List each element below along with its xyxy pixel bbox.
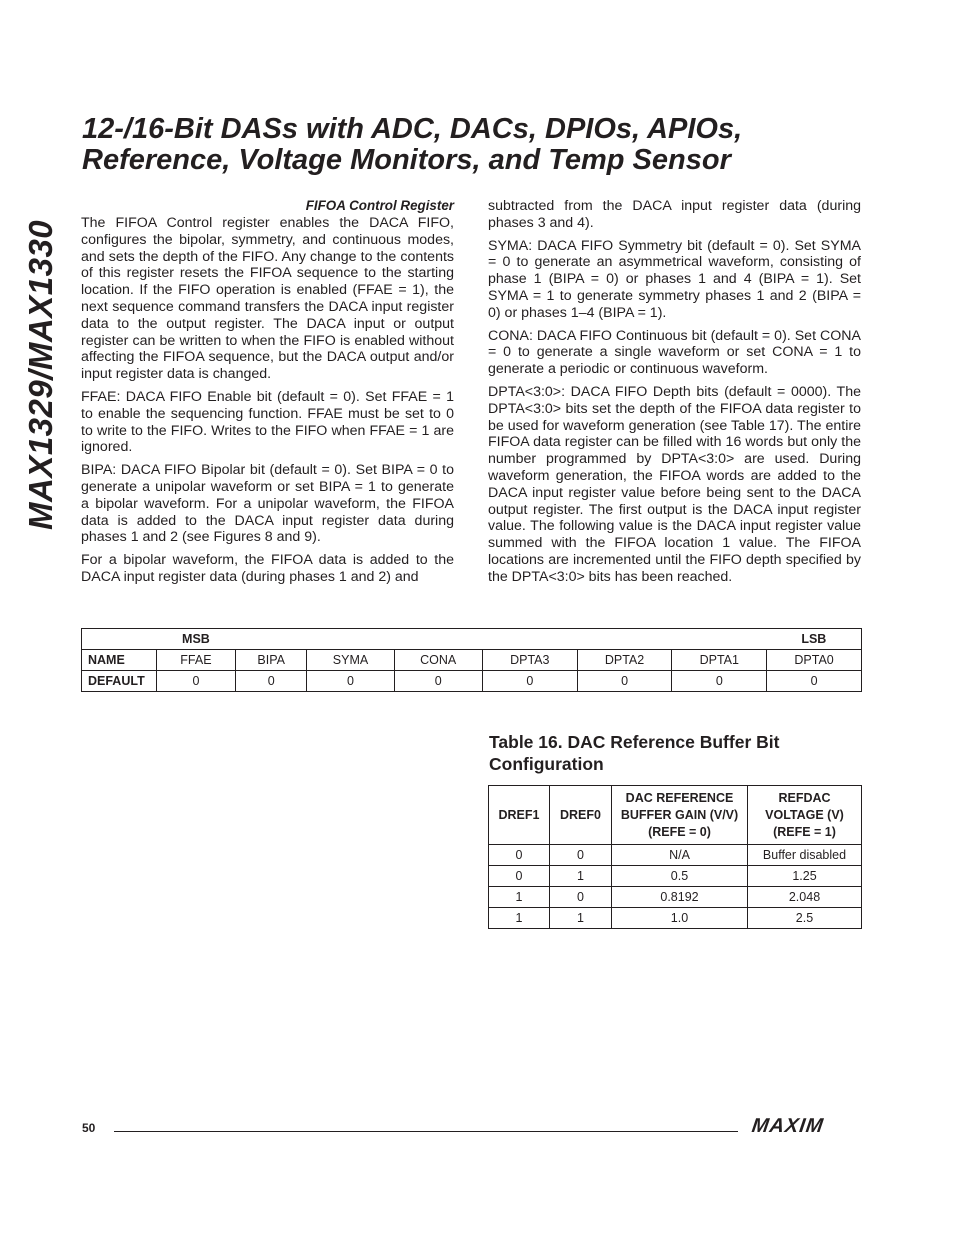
table-cell: 2.5: [748, 908, 862, 929]
bit-default: 0: [577, 671, 672, 692]
row-label: NAME: [82, 650, 157, 671]
table-cell: 0.8192: [612, 887, 748, 908]
bit-name: DPTA3: [482, 650, 577, 671]
bit-default: 0: [482, 671, 577, 692]
register-header-row: [82, 629, 862, 650]
table-row: [489, 866, 862, 887]
bit-name: DPTA0: [767, 650, 862, 671]
column-header: DREF0: [550, 786, 612, 845]
msb-label: MSB: [157, 629, 236, 650]
paragraph: BIPA: DACA FIFO Bipolar bit (default = 0). Set BIPA = 0 to generate a unipolar waveform or set BIPA = 1 to generate a bipolar waveform. For a unipolar waveform, the FIFOA data is added to the DACA input register data during phases 1 and 2 (see Figures 8 and 9).: [81, 462, 454, 546]
side-part-number: MAX1329/MAX1330: [22, 219, 59, 530]
bit-name: DPTA1: [672, 650, 767, 671]
table-row: [489, 845, 862, 866]
bit-name: SYMA: [307, 650, 394, 671]
column-header: REFDAC VOLTAGE (V) (REFE = 1): [748, 786, 862, 845]
row-label: DEFAULT: [82, 671, 157, 692]
bit-default: 0: [767, 671, 862, 692]
paragraph: SYMA: DACA FIFO Symmetry bit (default = 0). Set SYMA = 0 to generate an asymmetrical waveform, consisting of phase 1 (BIPA = 0) or phases 1 and 4 (BIPA = 1). Set SYMA = 1 to generate symmetry phases 1 and 2 (BIPA = 0) or phases 1–4 (BIPA = 1).: [488, 237, 861, 321]
title-line-1: 12-/16-Bit DASs with ADC, DACs, DPIOs, APIOs,: [82, 113, 743, 145]
column-header: DAC REFERENCE BUFFER GAIN (V/V) (REFE = 0): [612, 786, 748, 845]
title-line-2: Reference, Voltage Monitors, and Temp Sensor: [82, 144, 731, 176]
bit-name: BIPA: [235, 650, 307, 671]
table-cell: 0: [550, 887, 612, 908]
page-title: [82, 114, 882, 176]
paragraph: CONA: DACA FIFO Continuous bit (default = 0). Set CONA = 0 to generate a single waveform or set CONA = 1 to generate a periodic or continuous waveform.: [488, 327, 861, 378]
table-cell: 0: [489, 845, 550, 866]
table-cell: 1: [550, 908, 612, 929]
bit-default: 0: [672, 671, 767, 692]
bit-default: 0: [235, 671, 307, 692]
table-cell: 1: [489, 887, 550, 908]
table-cell: 1: [550, 866, 612, 887]
register-default-row: [82, 671, 862, 692]
section-heading: FIFOA Control Register: [305, 198, 454, 213]
paragraph: subtracted from the DACA input register data (during phases 3 and 4).: [488, 198, 861, 231]
table-cell: N/A: [612, 845, 748, 866]
left-column: [81, 197, 454, 592]
table-cell: 1.0: [612, 908, 748, 929]
column-header: DREF1: [489, 786, 550, 845]
paragraph: For a bipolar waveform, the FIFOA data is added to the DACA input register data (during phases 1 and 2) and: [81, 552, 454, 585]
footer-divider: [114, 1131, 738, 1132]
bit-name: CONA: [394, 650, 482, 671]
lsb-label: LSB: [767, 629, 862, 650]
table-cell: 0: [550, 845, 612, 866]
bit-default: 0: [157, 671, 236, 692]
table-cell: 0: [489, 866, 550, 887]
dac-reference-buffer-table: [488, 785, 862, 929]
table-cell: 0.5: [612, 866, 748, 887]
register-name-row: [82, 650, 862, 671]
table-header-row: [489, 786, 862, 845]
bit-default: 0: [394, 671, 482, 692]
table-cell: 1: [489, 908, 550, 929]
table-16-title: Table 16. DAC Reference Buffer Bit Configuration: [489, 732, 780, 774]
table-cell: 1.25: [748, 866, 862, 887]
maxim-logo: MAXIM: [750, 1115, 826, 1137]
table-row: [489, 908, 862, 929]
fifoa-register-table: [81, 628, 862, 692]
page-number: 50: [82, 1121, 96, 1135]
paragraph: FFAE: DACA FIFO Enable bit (default = 0). Set FFAE = 1 to enable the sequencing function. FFAE must be set to 0 to write to the FIFO. Writes to the FIFO when FFAE = 1 are ignored.: [81, 388, 454, 456]
right-column: [488, 198, 861, 592]
paragraph: The FIFOA Control register enables the DACA FIFO, configures the bipolar, symmetry, and continuous modes, and sets the depth of the FIFO. Any change to the contents of this register resets the FIFOA sequence to the starting location. If the FIFO operation is enabled (FFAE = 1), the next sequence command transfers the DACA input register data to the output register. The DACA input or output register can be written to when the FIFO is enabled without affecting the FIFOA sequence, but the DACA output and/or input register data is changed.: [81, 215, 454, 383]
paragraph: DPTA<3:0>: DACA FIFO Depth bits (default = 0000). The DPTA<3:0> bits set the depth of the FIFOA data register to be used for waveform generation (see Table 17). The entire FIFOA data register can be filled with 16 words but only the number programmed by DPTA<3:0> are used. During waveform generation, the FIFOA words are added to the DACA input register value before being sent to the DACA output register. The first output is the DACA input register value. The following value is the DACA input register value summed with the FIFOA location 1 value. The FIFOA locations are incremented until the FIFO depth specified by the DPTA<3:0> bits has been reached.: [488, 383, 861, 585]
table-cell: 2.048: [748, 887, 862, 908]
table-row: [489, 887, 862, 908]
bit-default: 0: [307, 671, 394, 692]
bit-name: FFAE: [157, 650, 236, 671]
table-cell: Buffer disabled: [748, 845, 862, 866]
bit-name: DPTA2: [577, 650, 672, 671]
